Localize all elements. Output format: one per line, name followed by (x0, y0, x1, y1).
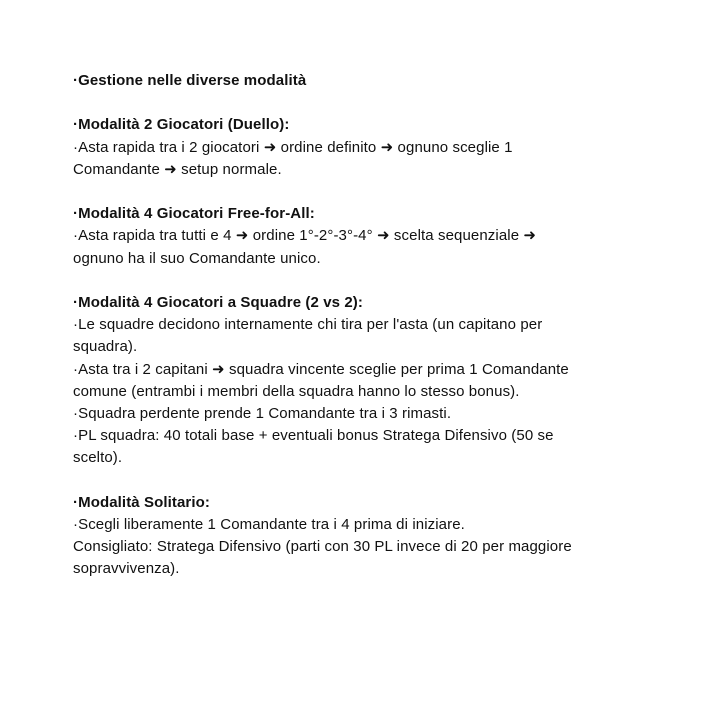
text-line: ·PL squadra: 40 totali base + eventuali bonus Stratega Difensivo (50 se (73, 427, 554, 445)
section-heading: ·Modalità Solitario: (73, 493, 210, 511)
section-teams (73, 292, 673, 470)
text-line: ·Squadra perdente prende 1 Comandante tra i 3 rimasti. (73, 405, 452, 422)
section-free-for-all (73, 203, 673, 270)
section-heading: ·Modalità 4 Giocatori Free-for-All: (73, 205, 315, 223)
text-line: Consigliato: Stratega Difensivo (parti con 30 PL invece di 20 per maggiore (73, 538, 572, 556)
document-title: ·Gestione nelle diverse modalità (73, 72, 307, 89)
text-line: ·Asta tra i 2 capitani ➜ squadra vincente sceglie per prima 1 Comandante (73, 360, 569, 378)
text-line: ognuno ha il suo Comandante unico. (73, 249, 321, 267)
text-line: ·Scegli liberamente 1 Comandante tra i 4 prima di iniziare. (73, 516, 465, 533)
section-heading: ·Modalità 2 Giocatori (Duello): (73, 116, 290, 134)
text-line: ·Le squadre decidono internamente chi tira per l'asta (un capitano per (73, 316, 543, 334)
section-duel (73, 114, 673, 181)
spacer (73, 181, 673, 203)
spacer (73, 92, 673, 114)
spacer (73, 270, 673, 292)
section-heading: ·Modalità 4 Giocatori a Squadre (2 vs 2): (73, 293, 364, 311)
text-line: scelto). (73, 449, 123, 467)
text-line: ·Asta rapida tra tutti e 4 ➜ ordine 1°-2°-3°-4° ➜ scelta sequenziale ➜ (73, 227, 537, 245)
section-solo (73, 492, 673, 581)
text-line: squadra). (73, 338, 138, 356)
spacer (73, 470, 673, 492)
text-line: sopravvivenza). (73, 560, 180, 578)
text-line: ·Asta rapida tra i 2 giocatori ➜ ordine definito ➜ ognuno sceglie 1 (73, 138, 513, 156)
document-body (73, 70, 673, 581)
text-line: comune (entrambi i membri della squadra hanno lo stesso bonus). (73, 382, 520, 400)
text-line: Comandante ➜ setup normale. (73, 160, 282, 178)
